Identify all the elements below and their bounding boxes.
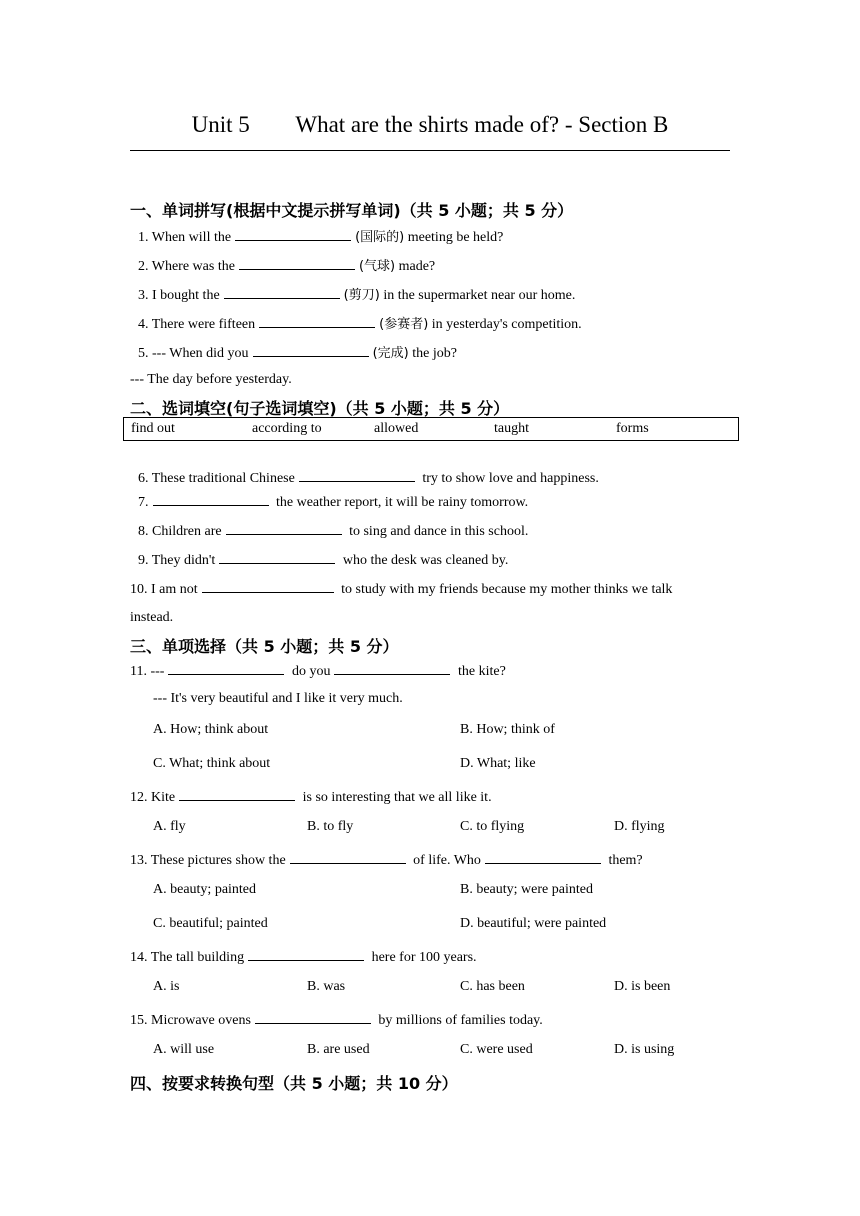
word-bank-item: forms	[616, 421, 649, 436]
section-3-heading: 三、单项选择（共 5 小题；共 5 分）	[130, 637, 399, 656]
option-c[interactable]: C. beautiful; painted	[153, 916, 268, 931]
word-bank-item: allowed	[374, 421, 419, 436]
answer-blank[interactable]	[153, 493, 269, 506]
question-13: 13. These pictures show the of life. Who them?	[130, 853, 643, 868]
option-d[interactable]: D. is been	[614, 979, 671, 994]
word-bank-item: according to	[252, 421, 322, 436]
option-b[interactable]: B. How; think of	[460, 722, 555, 737]
option-c[interactable]: C. to flying	[460, 819, 525, 834]
word-bank-item: find out	[131, 421, 175, 436]
answer-blank[interactable]	[248, 948, 364, 961]
question-11: 11. --- do you the kite?	[130, 664, 506, 679]
answer-blank[interactable]	[239, 257, 355, 270]
question-11-response: --- It's very beautiful and I like it very much.	[153, 691, 403, 706]
option-a[interactable]: A. is	[153, 979, 180, 994]
answer-blank[interactable]	[168, 662, 284, 675]
title-divider	[130, 150, 730, 151]
question-9: 9. They didn't who the desk was cleaned by.	[138, 553, 509, 568]
question-4: 4. There were fifteen (参赛者) in yesterday's competition.	[138, 317, 582, 332]
question-3: 3. I bought the (剪刀) in the supermarket near our home.	[138, 288, 576, 303]
answer-blank[interactable]	[253, 344, 369, 357]
option-c[interactable]: C. What; think about	[153, 756, 271, 771]
answer-blank[interactable]	[290, 851, 406, 864]
option-a[interactable]: A. will use	[153, 1042, 215, 1057]
answer-blank[interactable]	[226, 522, 342, 535]
option-b[interactable]: B. was	[307, 979, 346, 994]
option-d[interactable]: D. flying	[614, 819, 665, 834]
option-d[interactable]: D. What; like	[460, 756, 536, 771]
answer-blank[interactable]	[259, 315, 375, 328]
section-4-heading: 四、按要求转换句型（共 5 小题；共 10 分）	[130, 1074, 458, 1093]
option-a[interactable]: A. How; think about	[153, 722, 269, 737]
answer-blank[interactable]	[224, 286, 340, 299]
question-5-answer: --- The day before yesterday.	[130, 372, 292, 387]
question-10-continued: instead.	[130, 610, 174, 625]
option-b[interactable]: B. to fly	[307, 819, 354, 834]
question-12: 12. Kite is so interesting that we all like it.	[130, 790, 492, 805]
answer-blank[interactable]	[219, 551, 335, 564]
option-d[interactable]: D. beautiful; were painted	[460, 916, 607, 931]
answer-blank[interactable]	[299, 469, 415, 482]
option-d[interactable]: D. is using	[614, 1042, 675, 1057]
question-15: 15. Microwave ovens by millions of families today.	[130, 1013, 543, 1028]
question-7: 7. the weather report, it will be rainy tomorrow.	[138, 495, 529, 510]
question-10: 10. I am not to study with my friends because my mother thinks we talk	[130, 582, 673, 597]
option-c[interactable]: C. were used	[460, 1042, 533, 1057]
answer-blank[interactable]	[202, 580, 334, 593]
option-b[interactable]: B. beauty; were painted	[460, 882, 593, 897]
word-bank-item: taught	[494, 421, 529, 436]
question-8: 8. Children are to sing and dance in this school.	[138, 524, 529, 539]
page-title: Unit 5 What are the shirts made of? - Section B	[191, 112, 669, 137]
option-c[interactable]: C. has been	[460, 979, 525, 994]
word-bank	[123, 417, 739, 441]
option-b[interactable]: B. are used	[307, 1042, 370, 1057]
answer-blank[interactable]	[334, 662, 450, 675]
option-a[interactable]: A. beauty; painted	[153, 882, 257, 897]
question-14: 14. The tall building here for 100 years.	[130, 950, 477, 965]
section-1-heading: 一、单词拼写(根据中文提示拼写单词)（共 5 小题；共 5 分）	[130, 201, 574, 220]
question-5: 5. --- When did you (完成) the job?	[138, 346, 457, 361]
answer-blank[interactable]	[255, 1011, 371, 1024]
answer-blank[interactable]	[485, 851, 601, 864]
section-2-heading: 二、选词填空(句子选词填空)（共 5 小题；共 5 分）	[130, 399, 510, 418]
question-2: 2. Where was the (气球) made?	[138, 259, 436, 274]
question-1: 1. When will the (国际的) meeting be held?	[138, 230, 504, 245]
answer-blank[interactable]	[179, 788, 295, 801]
option-a[interactable]: A. fly	[153, 819, 186, 834]
question-6: 6. These traditional Chinese try to show love and happiness.	[138, 471, 599, 486]
answer-blank[interactable]	[235, 228, 351, 241]
